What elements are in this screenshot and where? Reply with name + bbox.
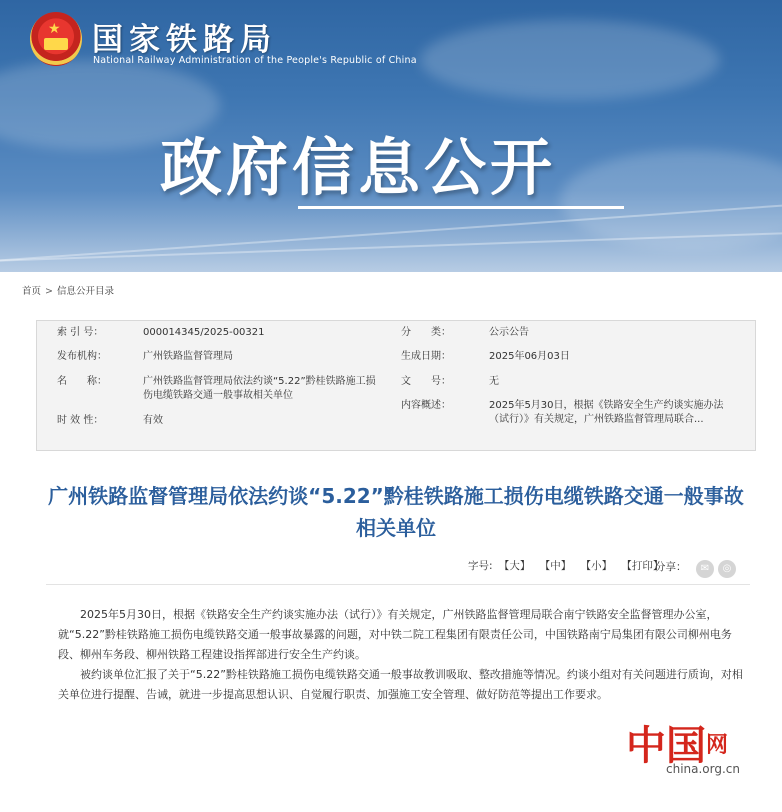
meta-name-value: 广州铁路监督管理局依法约谈“5.22”黔桂铁路施工损伤电缆铁路交通一般事故相关单位 xyxy=(143,376,376,401)
font-size-label: 字号: xyxy=(468,560,493,572)
article-tools xyxy=(468,558,666,573)
org-name: 国家铁路局 xyxy=(92,22,277,58)
meta-docno-label: 文 号： xyxy=(401,376,451,387)
wechat-share-icon[interactable]: ✉ xyxy=(696,560,714,578)
china-org-watermark-logo xyxy=(626,714,776,782)
banner-title: 政府信息公开 xyxy=(160,131,557,204)
meta-summary-value: 2025年5月30日，根据《铁路安全生产约谈实施办法（试行）》有关规定，广州铁路监督管理局联合... xyxy=(489,400,724,425)
meta-index-label: 索 引 号： xyxy=(57,327,104,338)
font-large-button[interactable]: 【大】 xyxy=(498,560,531,572)
article-paragraph: 2025年5月30日，根据《铁路安全生产约谈实施办法（试行）》有关规定，广州铁路监督管理局联合南宁铁路安全监督管理办公室，就“5.22”黔桂铁路施工损伤电缆铁路交通一般事故暴露的问题，对中铁二院工程集团有限责任公司，中国铁路南宁局集团有限公司柳州电务段、柳州车务段、柳州铁路工程建设指挥部进行安全生产约谈。 xyxy=(58,608,732,661)
meta-publisher-value: 广州铁路监督管理局 xyxy=(143,351,233,362)
breadcrumb xyxy=(22,283,114,297)
breadcrumb-current-link[interactable]: 信息公开目录 xyxy=(56,286,114,297)
meta-docno-value: 无 xyxy=(489,376,499,387)
meta-summary-label: 内容概述： xyxy=(401,400,451,411)
article-paragraph: 被约谈单位汇报了关于“5.22”黔桂铁路施工损伤电缆铁路交通一般事故教训吸取、整改措施等情况。约谈小组对有关问题进行质询，对相关单位进行提醒、告诫，就进一步提高思想认识、自觉履行职责、加强施工安全管理、做好防范等提出工作要求。 xyxy=(58,668,743,701)
meta-info-table xyxy=(36,320,756,451)
cloud-decoration xyxy=(420,20,720,100)
meta-category-label: 分 类： xyxy=(401,327,451,338)
divider xyxy=(46,584,750,585)
meta-category-value: 公示公告 xyxy=(489,327,529,338)
banner-underline xyxy=(298,206,624,209)
meta-date-label: 生成日期： xyxy=(401,351,451,362)
weibo-share-icon[interactable]: ◎ xyxy=(718,560,736,578)
org-name-en: National Railway Administration of the People's Republic of China xyxy=(93,55,417,66)
print-button[interactable]: 【打印】 xyxy=(621,560,664,572)
meta-validity-value: 有效 xyxy=(143,415,163,426)
font-small-button[interactable]: 【小】 xyxy=(580,560,613,572)
breadcrumb-separator: > xyxy=(45,286,53,297)
article-title: 广州铁路监督管理局依法约谈“5.22”黔桂铁路施工损伤电缆铁路交通一般事故相关单位 xyxy=(48,484,744,540)
breadcrumb-home-link[interactable]: 首页 xyxy=(22,286,42,297)
font-medium-button[interactable]: 【中】 xyxy=(539,560,572,572)
meta-index-value: 000014345/2025-00321 xyxy=(143,327,265,338)
share-label: 分享： xyxy=(655,561,687,573)
national-emblem-icon: ★ xyxy=(30,12,82,66)
meta-validity-label: 时 效 性： xyxy=(57,415,104,426)
header-banner xyxy=(0,0,782,272)
meta-publisher-label: 发布机构： xyxy=(57,351,107,362)
meta-date-value: 2025年06月03日 xyxy=(489,351,570,362)
watermark-brand: 中国 xyxy=(626,722,706,769)
watermark-url: china.org.cn xyxy=(666,762,741,776)
article-body xyxy=(58,605,750,705)
watermark-net: 网 xyxy=(706,732,729,758)
meta-name-label: 名 称： xyxy=(57,376,107,387)
